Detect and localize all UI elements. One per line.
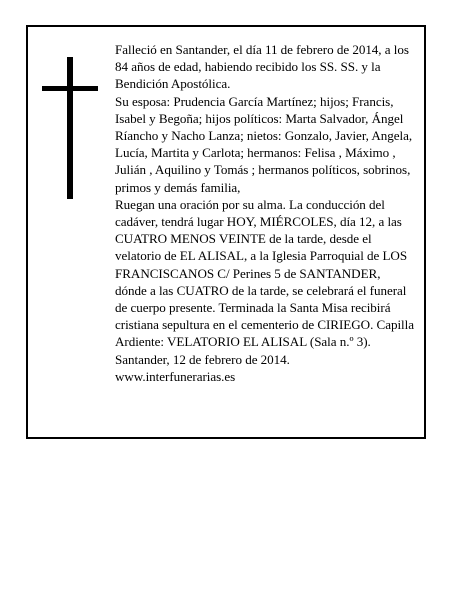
obituary-notice — [26, 25, 426, 439]
date-line: Santander, 12 de febrero de 2014. — [115, 351, 290, 367]
family-list: Su esposa: Prudencia García Martínez; hijos; Francis, Isabel y Begoña; hijos políticos: Marta Salvador, Ángel Ríancho y Nacho Lanza; nietos: Gonzalo, Javier, Angela, Lucía, Martita y Carlota; hermanos: Felisa , Máximo , Julián , Aquilino y Tomás ; hermanos políticos, sobrinos, primos y demás familia, — [115, 93, 413, 195]
funeral-details: Ruegan una oración por su alma. La conducción del cadáver, tendrá lugar HOY, MIÉRCOLES, día 12, a las CUATRO MENOS VEINTE de la tarde, desde el velatorio de EL ALISAL, a la Iglesia Parroquial de LOS FRANCISCANOS C/ Perines 5 de SANTANDER, dónde a las CUATRO de la tarde, se celebrará el funeral de cuerpo presente. Terminada la Santa Misa recibirá cristiana sepultura en el cementerio de CIRIEGO. Capilla Ardiente: VELATORIO EL ALISAL (Sala n.º 3). — [115, 196, 414, 350]
notice-text — [115, 41, 415, 385]
cross-vertical-bar — [67, 57, 73, 199]
cross-horizontal-bar — [42, 86, 98, 91]
death-announcement: Falleció en Santander, el día 11 de febrero de 2014, a los 84 años de edad, habiendo recibido los SS. SS. y la Bendición Apostólica. — [115, 42, 409, 92]
website-line: www.interfunerarias.es — [115, 368, 236, 384]
cross-icon — [42, 57, 98, 199]
